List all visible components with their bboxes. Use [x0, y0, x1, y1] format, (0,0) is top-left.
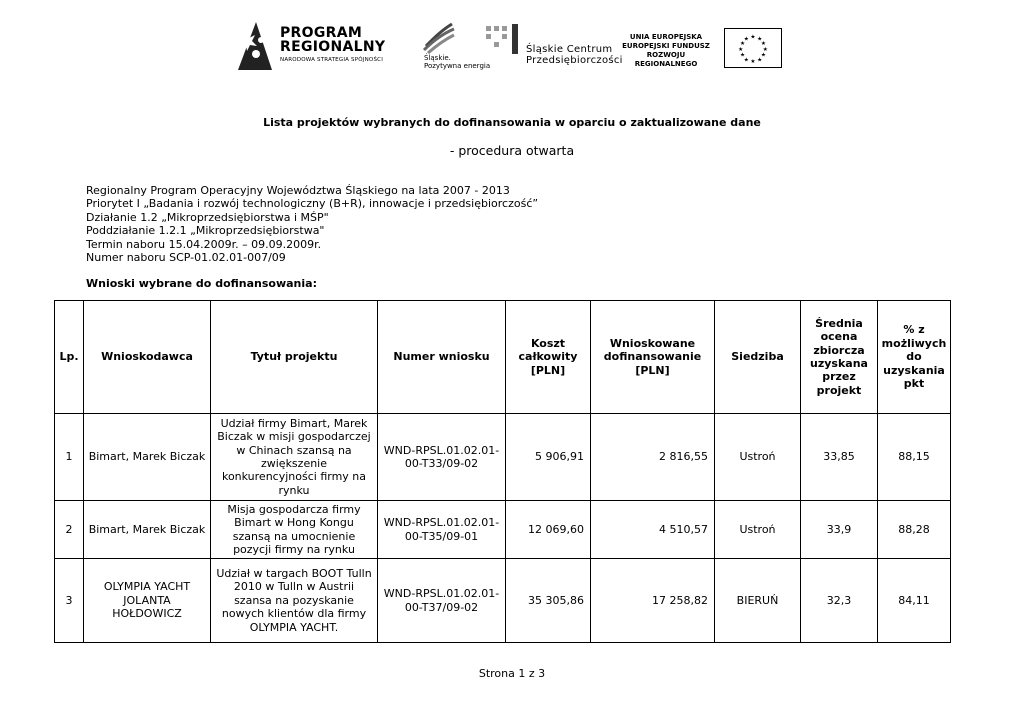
logo-program-line1: PROGRAM: [280, 25, 363, 41]
logo-bar: [232, 18, 792, 76]
cell-koszt: 5 906,91: [506, 414, 591, 501]
cell-lp: 2: [55, 501, 84, 559]
logo-program-line3: NARODOWA STRATEGIA SPÓJNOŚCI: [280, 57, 384, 63]
header-wnioskodawca: Wnioskodawca: [84, 301, 211, 414]
cell-tytul: Misja gospodarcza firmy Bimart w Hong Kongu szansą na umocnienie pozycji firmy na rynku: [211, 501, 378, 559]
logo-slaskie-line2: Pozytywna energia: [424, 62, 491, 70]
program-regionalny-logo: [236, 20, 274, 72]
cell-wnioskodawca: Bimart, Marek Biczak: [84, 501, 211, 559]
svg-text:★: ★: [757, 36, 763, 43]
cell-siedziba: BIERUŃ: [715, 559, 801, 643]
header-siedziba: Siedziba: [715, 301, 801, 414]
svg-text:★: ★: [757, 57, 763, 64]
cell-numer: WND-RPSL.01.02.01-00-T35/09-01: [378, 501, 506, 559]
page-subtitle: - procedura otwarta: [449, 143, 575, 158]
program-regionalny-text: [280, 26, 385, 63]
cell-wnioskowane: 4 510,57: [591, 501, 715, 559]
svg-text:★: ★: [762, 46, 768, 53]
cell-wnioskodawca: Bimart, Marek Biczak: [84, 414, 211, 501]
cell-koszt: 12 069,60: [506, 501, 591, 559]
logo-ue-line3: ROZWOJU REGIONALNEGO: [634, 51, 698, 68]
scp-logo: [486, 24, 522, 54]
page-title: Lista projektów wybranych do dofinansowania w oparciu o zaktualizowane dane: [263, 116, 761, 129]
cell-srednia: 33,9: [801, 501, 878, 559]
header-procent: % z możliwych do uzyskania pkt: [878, 301, 951, 414]
cell-procent: 84,11: [878, 559, 951, 643]
info-poddzialanie: Poddziałanie 1.2.1 „Mikroprzedsiębiorstwa": [86, 224, 325, 238]
table-row: [55, 414, 951, 501]
info-termin: Termin naboru 15.04.2009r. – 09.09.2009r.: [86, 237, 322, 251]
cell-wnioskowane: 2 816,55: [591, 414, 715, 501]
logo-scp-line1: Śląskie Centrum: [526, 44, 613, 55]
svg-text:★: ★: [743, 36, 749, 43]
slaskie-text: [424, 54, 490, 70]
cell-lp: 1: [55, 414, 84, 501]
ue-text: [618, 33, 714, 69]
header-wnioskowane: Wnioskowane dofinansowanie [PLN]: [591, 301, 715, 414]
svg-text:★: ★: [743, 57, 749, 64]
svg-text:★: ★: [739, 41, 746, 48]
cell-numer: WND-RPSL.01.02.01-00-T37/09-02: [378, 559, 506, 643]
eu-flag-icon: [724, 28, 782, 68]
svg-text:★: ★: [739, 52, 746, 59]
header-numer: Numer wniosku: [378, 301, 506, 414]
scp-text: [526, 44, 623, 66]
info-numer: Numer naboru SCP-01.02.01-007/09: [86, 251, 286, 265]
program-info: [86, 184, 538, 264]
info-program: Regionalny Program Operacyjny Województwa Śląskiego na lata 2007 - 2013: [86, 184, 510, 197]
svg-text:★: ★: [760, 52, 767, 59]
svg-text:★: ★: [750, 34, 756, 41]
page-number: Strona 1 z 3: [478, 667, 546, 680]
table-row: [55, 501, 951, 559]
projects-table: [54, 300, 951, 643]
cell-procent: 88,28: [878, 501, 951, 559]
info-dzialanie: Działanie 1.2 „Mikroprzedsiębiorstwa i MŚP": [86, 210, 329, 224]
logo-ue-line1: UNIA EUROPEJSKA: [629, 33, 703, 41]
header-koszt: Koszt całkowity [PLN]: [506, 301, 591, 414]
header-srednia: Średnia ocena zbiorcza uzyskana przez projekt: [801, 301, 878, 414]
table-row: [55, 559, 951, 643]
svg-text:★: ★: [750, 59, 756, 66]
cell-srednia: 33,85: [801, 414, 878, 501]
cell-wnioskodawca: OLYMPIA YACHT JOLANTA HOŁDOWICZ: [84, 559, 211, 643]
cell-wnioskowane: 17 258,82: [591, 559, 715, 643]
cell-koszt: 35 305,86: [506, 559, 591, 643]
cell-tytul: Udział w targach BOOT Tulln 2010 w Tulln w Austrii szansa na pozyskanie nowych klientów dla firmy OLYMPIA YACHT.: [211, 559, 378, 643]
slaskie-logo: [420, 20, 458, 54]
cell-lp: 3: [55, 559, 84, 643]
cell-siedziba: Ustroń: [715, 501, 801, 559]
cell-tytul: Udział firmy Bimart, Marek Biczak w misji gospodarczej w Chinach szansą na zwiększenie konkurencyjności firmy na rynku: [211, 414, 378, 501]
logo-program-line2: REGIONALNY: [280, 39, 386, 55]
logo-ue-line2: EUROPEJSKI FUNDUSZ: [622, 42, 710, 50]
section-heading: Wnioski wybrane do dofinansowania:: [86, 277, 317, 290]
table-header-row: [55, 301, 951, 414]
svg-text:★: ★: [738, 46, 744, 53]
cell-siedziba: Ustroń: [715, 414, 801, 501]
logo-slaskie-line1: Śląskie.: [424, 54, 451, 62]
cell-srednia: 32,3: [801, 559, 878, 643]
header-tytul: Tytuł projektu: [211, 301, 378, 414]
cell-procent: 88,15: [878, 414, 951, 501]
cell-numer: WND-RPSL.01.02.01-00-T33/09-02: [378, 414, 506, 501]
header-lp: Lp.: [55, 301, 84, 414]
logo-scp-line2: Przedsiębiorczości: [526, 55, 623, 66]
info-priorytet: Priorytet I „Badania i rozwój technologiczny (B+R), innowacje i przedsiębiorczość”: [86, 197, 539, 211]
svg-text:★: ★: [760, 41, 767, 48]
